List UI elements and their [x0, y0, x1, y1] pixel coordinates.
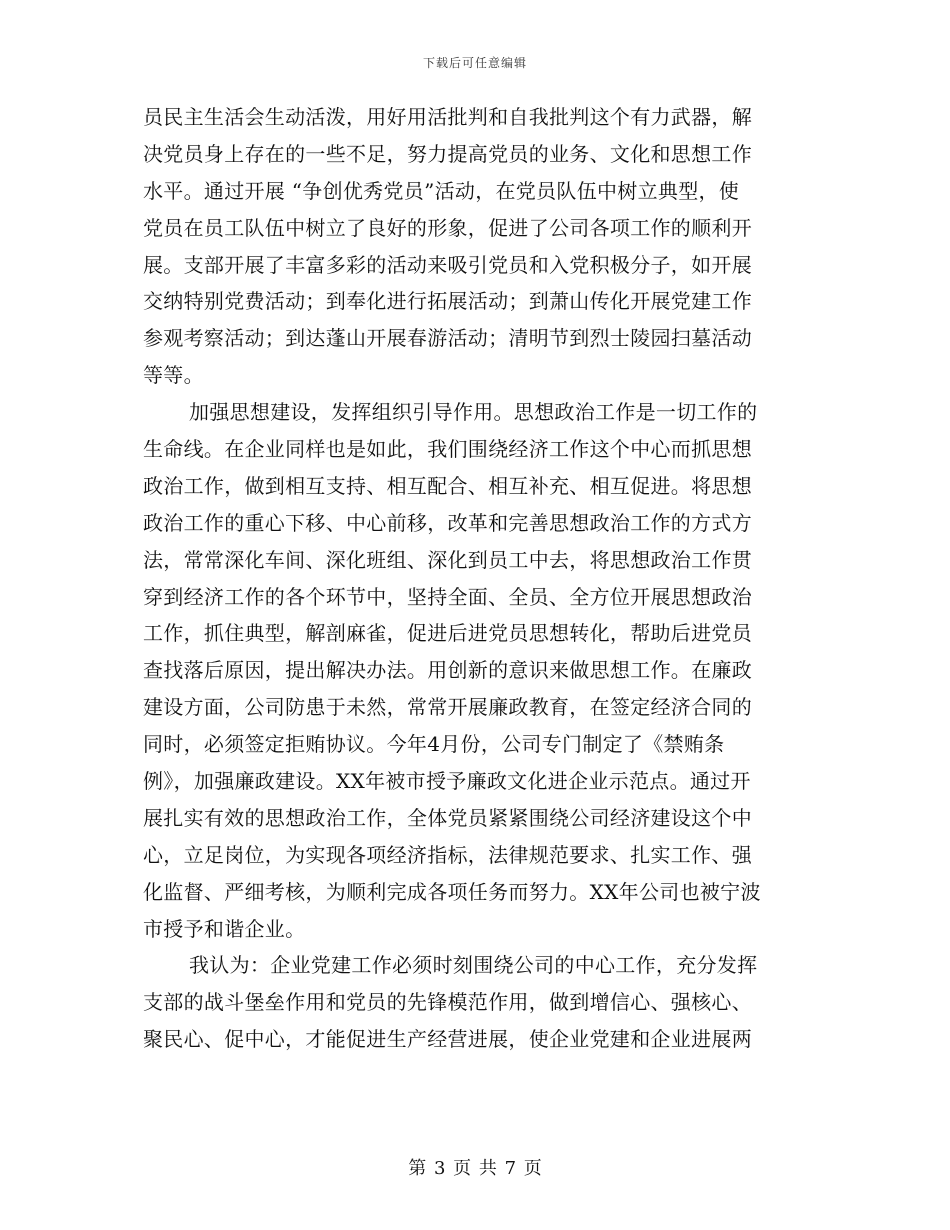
text-line: 党员在员工队伍中树立了良好的形象，促进了公司各项工作的顺利开: [143, 215, 752, 240]
text-line: 展。支部开展了丰富多彩的活动来吸引党员和入党积极分子，如开展: [143, 252, 752, 277]
text-line: 交纳特别党费活动；到奉化进行拓展活动；到萧山传化开展党建工作: [143, 289, 752, 314]
text-line: 等等。: [143, 363, 204, 388]
text-line: 化监督、严细考核，为顺利完成各项任务而努力。XX年公司也被宁波: [143, 879, 761, 904]
text-line: 聚民心、促中心，才能促进生产经营进展，使企业党建和企业进展两: [143, 1027, 752, 1052]
text-line: 水平。通过开展 “争创优秀党员”活动，在党员队伍中树立典型，使: [143, 178, 740, 203]
document-body: [143, 99, 808, 1058]
text-line: 加强思想建设，发挥组织引导作用。思想政治工作是一切工作的: [189, 400, 758, 425]
text-line: 我认为：企业党建工作必须时刻围绕公司的中心工作，充分发挥: [189, 953, 758, 978]
text-line: 工作，抓住典型，解剖麻雀，促进后进党员思想转化，帮助后进党员: [143, 621, 752, 646]
text-line: 心，立足岗位，为实现各项经济指标，法律规范要求、扎实工作、强: [143, 842, 752, 867]
page-footer: 第 3 页 共 7 页: [408, 1158, 542, 1179]
text-line: 法，常常深化车间、深化班组、深化到员工中去，将思想政治工作贯: [143, 547, 752, 572]
text-line: 政治工作，做到相互支持、相互配合、相互补充、相互促进。将思想: [143, 473, 752, 498]
text-line: 穿到经济工作的各个环节中，坚持全面、全员、全方位开展思想政治: [143, 584, 752, 609]
text-line: 决党员身上存在的一些不足，努力提高党员的业务、文化和思想工作: [143, 141, 752, 166]
page-header: 下载后可任意编辑: [422, 56, 527, 70]
text-line: 查找落后原因，提出解决办法。用创新的意识来做思想工作。在廉政: [143, 658, 752, 683]
text-line: 员民主生活会生动活泼，用好用活批判和自我批判这个有力武器，解: [143, 105, 752, 129]
text-line: 支部的战斗堡垒作用和党员的先锋模范作用，做到增信心、强核心、: [143, 990, 752, 1015]
text-line: 政治工作的重心下移、中心前移，改革和完善思想政治工作的方式方: [143, 510, 752, 535]
paragraph: [143, 947, 808, 1058]
text-line: 建设方面，公司防患于未然，常常开展廉政教育，在签定经济合同的: [143, 695, 752, 720]
paragraph: [143, 99, 808, 394]
text-line: 例》，加强廉政建设。XX年被市授予廉政文化进企业示范点。通过开: [143, 769, 751, 794]
text-line: 参观考察活动；到达蓬山开展春游活动；清明节到烈士陵园扫墓活动: [143, 326, 752, 351]
text-line: 市授予和谐企业。: [143, 916, 306, 941]
text-line: 生命线。在企业同样也是如此，我们围绕经济工作这个中心而抓思想: [143, 437, 752, 462]
text-line: 展扎实有效的思想政治工作，全体党员紧紧围绕公司经济建设这个中: [143, 805, 752, 830]
paragraph: [143, 394, 808, 947]
text-line: 同时，必须签定拒贿协议。今年4月份，公司专门制定了《禁贿条: [143, 732, 725, 757]
